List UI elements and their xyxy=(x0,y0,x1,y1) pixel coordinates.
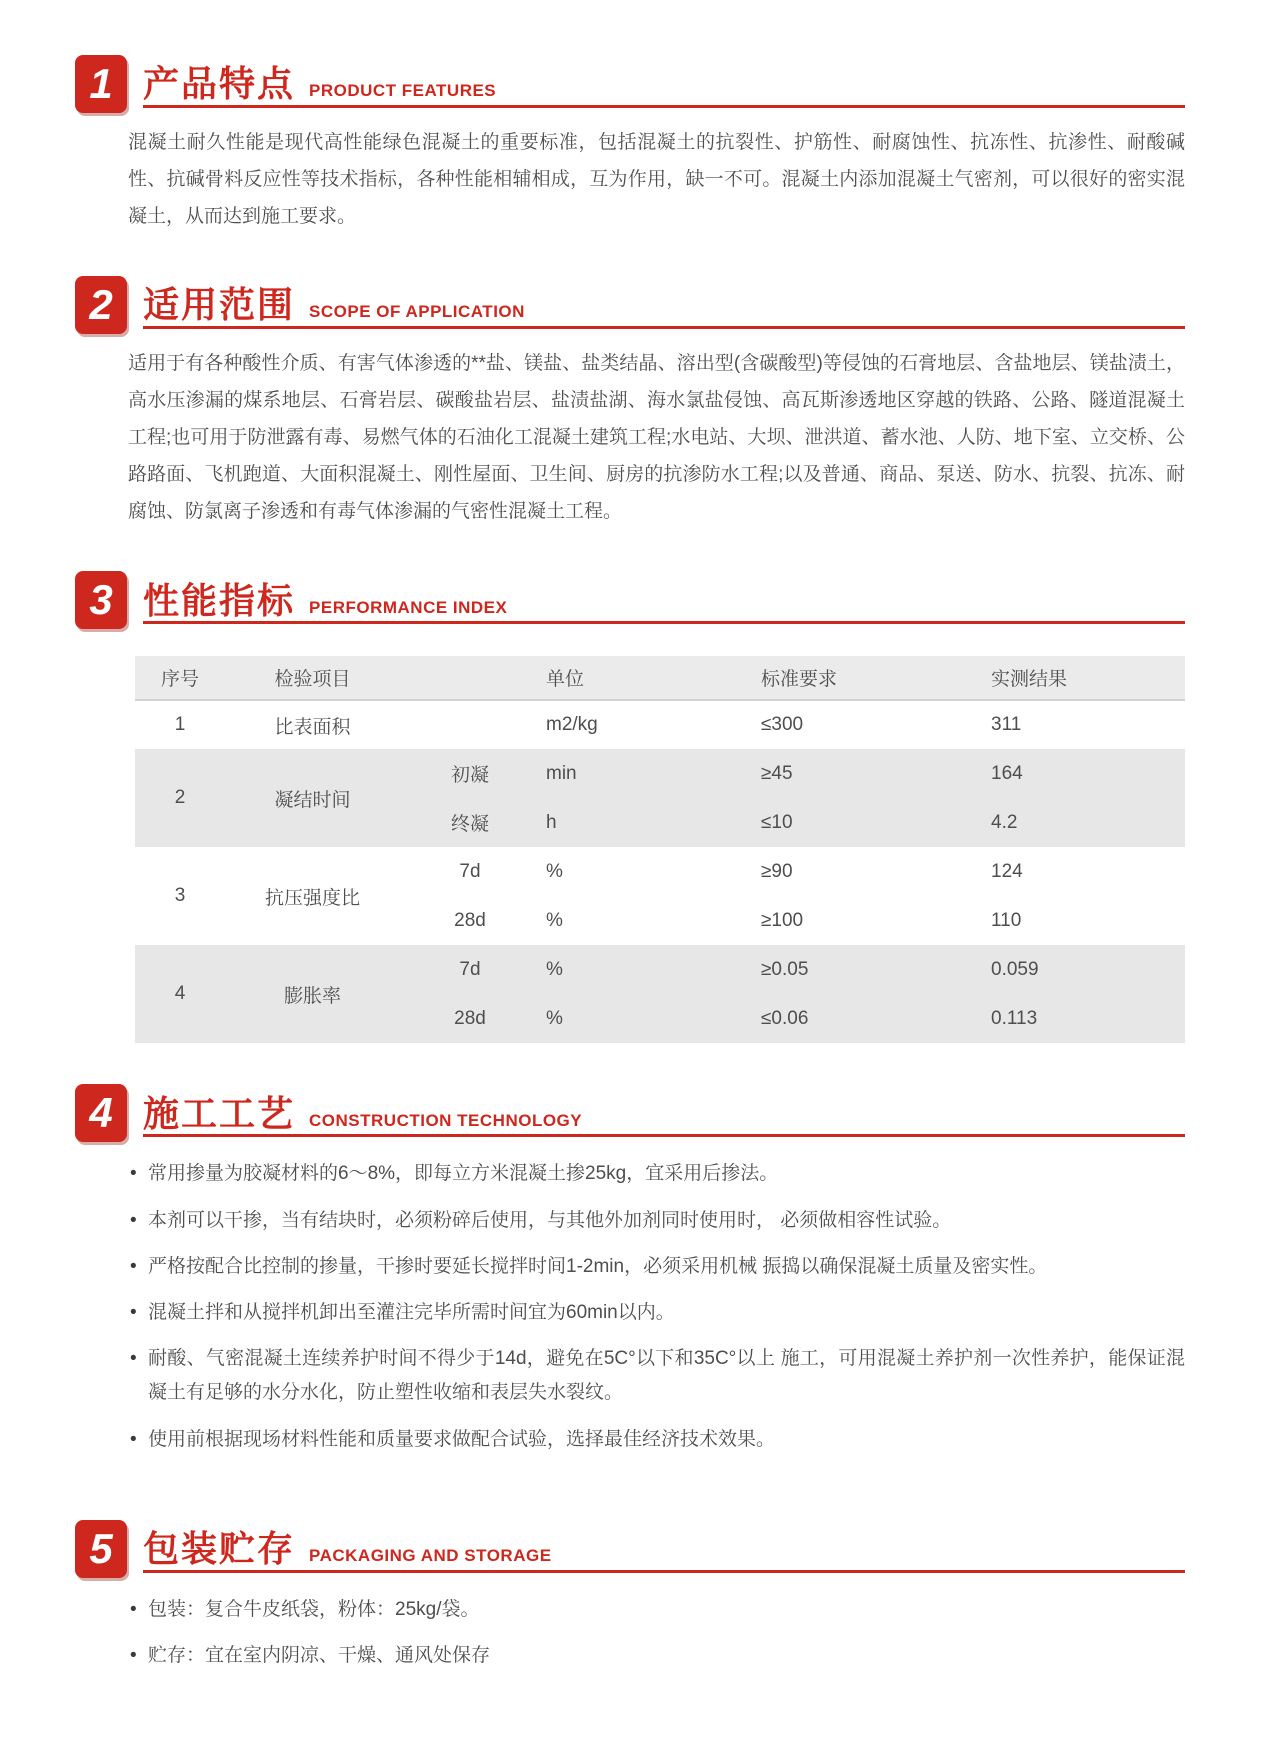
cell-item: 比表面积 xyxy=(225,700,400,749)
cell-index: 4 xyxy=(135,945,225,1043)
cell-index: 1 xyxy=(135,700,225,749)
cell-sub: 7d xyxy=(400,945,540,994)
section-scope-of-application xyxy=(75,271,1185,530)
performance-table xyxy=(135,656,1185,1043)
section-paragraph: 混凝土耐久性能是现代高性能绿色混凝土的重要标准，包括混凝土的抗裂性、护筋性、耐腐蚀性、抗冻性、抗渗性、耐酸碱性、抗碱骨料反应性等技术指标，各种性能相辅相成，互为作用，缺一不可。混凝土内添加混凝土气密剂，可以很好的密实混凝土，从而达到施工要求。 xyxy=(128,132,1185,228)
section-title-area xyxy=(143,65,1185,108)
section-title-zh: 施工工艺 xyxy=(143,1092,296,1134)
table-row xyxy=(135,749,1185,798)
section-paragraph: 适用于有各种酸性介质、有害气体渗透的**盐、镁盐、盐类结晶、溶出型(含碳酸型)等侵蚀的石膏地层、含盐地层、镁盐渍土，高水压渗漏的煤系地层、石膏岩层、碳酸盐岩层、盐渍盐湖、海水氯盐侵蚀、高瓦斯渗透地区穿越的铁路、公路、隧道混凝土工程;也可用于防泄露有毒、易燃气体的石油化工混凝土建筑工程;水电站、大坝、泄洪道、蓄水池、人防、地下室、立交桥、公路路面、飞机跑道、大面积混凝土、刚性屋面、卫生间、厨房的抗渗防水工程;以及普通、商品、泵送、防水、抗裂、抗冻、耐腐蚀、防氯离子渗透和有毒气体渗漏的气密性混凝土工程。 xyxy=(128,353,1185,523)
section-title-area xyxy=(143,286,1185,329)
bullet-item: • 常用掺量为胶凝材料的6～8%，即每立方米混凝土掺25kg，宜采用后掺法。 xyxy=(128,1157,1185,1191)
section-number-badge xyxy=(75,1520,127,1578)
cell-unit: % xyxy=(540,994,755,1043)
bullet-item: • 混凝土拌和从搅拌机卸出至灌注完毕所需时间宜为60min以内。 xyxy=(128,1296,1185,1330)
section-number: 5 xyxy=(89,1524,113,1572)
bullet-item: • 耐酸、气密混凝土连续养护时间不得少于14d，避免在5C°以下和35C°以上 施工，可用混凝土养护剂一次性养护，能保证混凝土有足够的水分水化，防止塑性收缩和表层失水裂纹。 xyxy=(128,1342,1185,1410)
section-title-en: PRODUCT FEATURES xyxy=(309,81,497,101)
cell-result: 110 xyxy=(985,896,1185,945)
cell-unit: m2/kg xyxy=(540,700,755,749)
cell-sub xyxy=(400,700,540,749)
cell-item: 凝结时间 xyxy=(225,749,400,847)
header-index: 序号 xyxy=(135,656,225,700)
cell-unit: % xyxy=(540,847,755,896)
table-header-row xyxy=(135,656,1185,700)
section-number: 1 xyxy=(89,60,113,107)
performance-table-head xyxy=(135,656,1185,700)
section-title-zh: 产品特点 xyxy=(143,63,296,105)
cell-requirement: ≤0.06 xyxy=(755,994,985,1043)
header-result: 实测结果 xyxy=(985,656,1185,700)
section-number-badge xyxy=(75,276,127,334)
header-requirement: 标准要求 xyxy=(755,656,985,700)
table-row xyxy=(135,847,1185,896)
cell-unit: h xyxy=(540,798,755,847)
section-header xyxy=(75,1515,1185,1573)
cell-requirement: ≥90 xyxy=(755,847,985,896)
section-header xyxy=(75,271,1185,329)
cell-sub: 7d xyxy=(400,847,540,896)
bullet-item: • 贮存：宜在室内阴凉、干燥、通风处保存 xyxy=(128,1639,1185,1673)
packaging-bullet-list xyxy=(128,1593,1185,1673)
bullet-item: • 本剂可以干掺，当有结块时，必须粉碎后使用，与其他外加剂同时使用时， 必须做相容性试验。 xyxy=(128,1204,1185,1238)
bullet-item: • 包装：复合牛皮纸袋，粉体：25kg/袋。 xyxy=(128,1593,1185,1627)
section-title-area xyxy=(143,579,1185,625)
bullet-item: • 使用前根据现场材料性能和质量要求做配合试验，选择最佳经济技术效果。 xyxy=(128,1423,1185,1457)
section-title-en: PACKAGING AND STORAGE xyxy=(309,1545,552,1565)
cell-sub: 28d xyxy=(400,896,540,945)
section-packaging-and-storage xyxy=(75,1515,1185,1673)
cell-result: 311 xyxy=(985,700,1185,749)
cell-result: 124 xyxy=(985,847,1185,896)
table-row xyxy=(135,700,1185,749)
cell-result: 4.2 xyxy=(985,798,1185,847)
header-sub xyxy=(400,656,540,700)
table-row xyxy=(135,945,1185,994)
cell-requirement: ≤300 xyxy=(755,700,985,749)
section-number: 2 xyxy=(89,281,113,329)
header-unit: 单位 xyxy=(540,656,755,700)
cell-result: 0.113 xyxy=(985,994,1185,1043)
section-product-features xyxy=(75,50,1185,235)
section-number: 3 xyxy=(89,576,113,624)
section-header xyxy=(75,1079,1185,1137)
section-number: 4 xyxy=(89,1089,113,1137)
cell-item: 抗压强度比 xyxy=(225,847,400,945)
cell-sub: 终凝 xyxy=(400,798,540,847)
cell-requirement: ≥100 xyxy=(755,896,985,945)
cell-sub: 初凝 xyxy=(400,749,540,798)
cell-requirement: ≥0.05 xyxy=(755,945,985,994)
cell-unit: % xyxy=(540,896,755,945)
cell-requirement: ≥45 xyxy=(755,749,985,798)
section-number-badge xyxy=(75,1084,127,1142)
section-title-area xyxy=(143,1527,1185,1573)
cell-result: 164 xyxy=(985,749,1185,798)
cell-sub: 28d xyxy=(400,994,540,1043)
cell-index: 2 xyxy=(135,749,225,847)
section-header xyxy=(75,50,1185,108)
section-title-en: CONSTRUCTION TECHNOLOGY xyxy=(309,1110,583,1130)
section-title-zh: 性能指标 xyxy=(143,579,296,621)
section-title-area xyxy=(143,1092,1185,1138)
cell-result: 0.059 xyxy=(985,945,1185,994)
section-title-zh: 包装贮存 xyxy=(143,1527,296,1569)
section-construction-technology xyxy=(75,1079,1185,1456)
cell-index: 3 xyxy=(135,847,225,945)
section-number-badge xyxy=(75,55,127,113)
section-header xyxy=(75,566,1185,624)
cell-item: 膨胀率 xyxy=(225,945,400,1043)
cell-requirement: ≤10 xyxy=(755,798,985,847)
section-title-zh: 适用范围 xyxy=(143,284,296,326)
section-title-en: SCOPE OF APPLICATION xyxy=(309,302,525,322)
cell-unit: % xyxy=(540,945,755,994)
cell-unit: min xyxy=(540,749,755,798)
section-title-en: PERFORMANCE INDEX xyxy=(309,597,508,617)
construction-bullet-list xyxy=(128,1157,1185,1456)
section-performance-index xyxy=(75,566,1185,1043)
section-number-badge xyxy=(75,571,127,629)
header-item: 检验项目 xyxy=(225,656,400,700)
bullet-item: • 严格按配合比控制的掺量，干掺时要延长搅拌时间1-2min，必须采用机械 振捣以确保混凝土质量及密实性。 xyxy=(128,1250,1185,1284)
performance-table-body xyxy=(135,700,1185,1043)
